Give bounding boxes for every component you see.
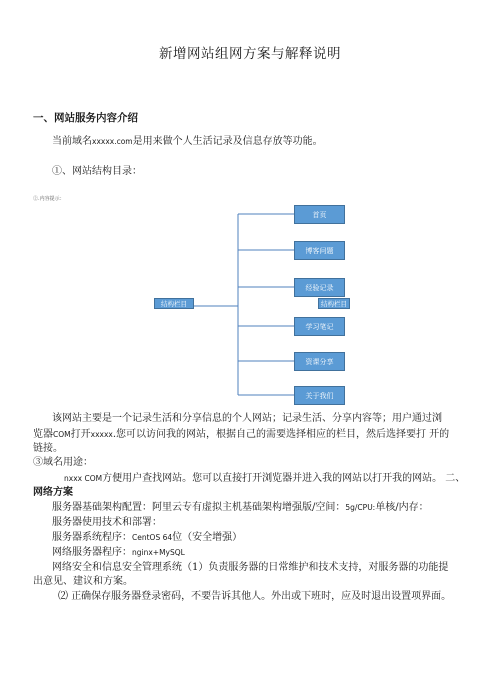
desc-rest: .您可以访问我的网站，根据自己的需要选择相应的栏目，然后选择要打 开的 bbox=[112, 429, 450, 440]
password-line bbox=[58, 590, 451, 604]
desc-browser: 览器 bbox=[33, 429, 53, 440]
section-heading-network: 网络方案 bbox=[33, 487, 73, 498]
os-prefix: 服务器系统程序： bbox=[52, 532, 132, 543]
os-name: CentOS 64 bbox=[132, 533, 173, 542]
web-server-line bbox=[52, 546, 185, 560]
right-structure-label: 结构栏目 bbox=[318, 298, 350, 309]
desc-open: 打开 bbox=[70, 429, 91, 440]
server-tech-line: 服务器使用技术和部署： bbox=[52, 517, 162, 528]
server-config-line bbox=[52, 501, 429, 515]
left-structure-label: 结构栏目 bbox=[154, 298, 194, 309]
content-note: ②.内容提示： bbox=[33, 196, 65, 202]
box-study-notes: 学习笔记 bbox=[294, 317, 345, 336]
config-prefix: 服务器基础架构配置：阿里云专有虚拟主机基础架构增强版/空间： bbox=[52, 502, 346, 513]
webserver-name: nginx+MySQL bbox=[132, 548, 185, 557]
desc-com: COM bbox=[53, 430, 71, 439]
domain-use-heading: ③域名用途： bbox=[33, 457, 93, 468]
config-suffix: 单核/内存： bbox=[375, 502, 429, 513]
box-about-us: 关于我们 bbox=[294, 386, 345, 405]
page-title: 新增网站组网方案与解释说明 bbox=[159, 46, 341, 62]
os-suffix: 位（安全增强） bbox=[172, 532, 243, 543]
description-line-1: 该网站主要是一个记录生活和分享信息的个人网站；记录生活、分享内容等；用户通过浏 bbox=[52, 413, 442, 424]
password-number: ⑵ bbox=[58, 591, 68, 602]
security-line-1: 网络安全和信息安全管理系统（1）负责服务器的日常维护和技术支持，对服务器的功能提 bbox=[52, 562, 449, 573]
box-experience-log: 经验记录 bbox=[294, 278, 345, 297]
domain-prefix: 当前域名 bbox=[52, 136, 92, 147]
box-home: 首页 bbox=[294, 205, 345, 224]
box-course-sharing: 资课分享 bbox=[294, 352, 345, 371]
desc-domain: xxxxx bbox=[90, 430, 113, 439]
description-line-2 bbox=[33, 428, 449, 442]
config-specs: 5g/CPU: bbox=[345, 503, 376, 512]
description-line-3: 链接。 bbox=[33, 443, 63, 454]
security-line-2: 出意见、建议和方案。 bbox=[33, 576, 133, 587]
domain-usage-line bbox=[64, 472, 465, 486]
structure-heading: ①、网站结构目录： bbox=[52, 166, 142, 177]
domain-suffix: 是用来做个人生活记录及信息存放等功能。 bbox=[132, 136, 323, 147]
usage-text: 方便用户查找网站。您可以直接打开浏览器并进入我的网站以打开我的网站。 二、 bbox=[102, 473, 466, 484]
domain-sentence bbox=[52, 134, 323, 149]
usage-domain: nxxx COM bbox=[64, 474, 103, 483]
section-heading-service: 一、网站服务内容介绍 bbox=[33, 112, 138, 124]
box-blog-questions: 博客问题 bbox=[294, 241, 345, 260]
domain-name: xxxxx.com bbox=[92, 137, 133, 146]
webserver-prefix: 网络服务器程序： bbox=[52, 547, 132, 558]
password-text: 正确保存服务器登录密码，不要告诉其他人。外出或下班时，应及时退出设置项界面。 bbox=[71, 591, 452, 602]
server-os-line bbox=[52, 531, 242, 545]
